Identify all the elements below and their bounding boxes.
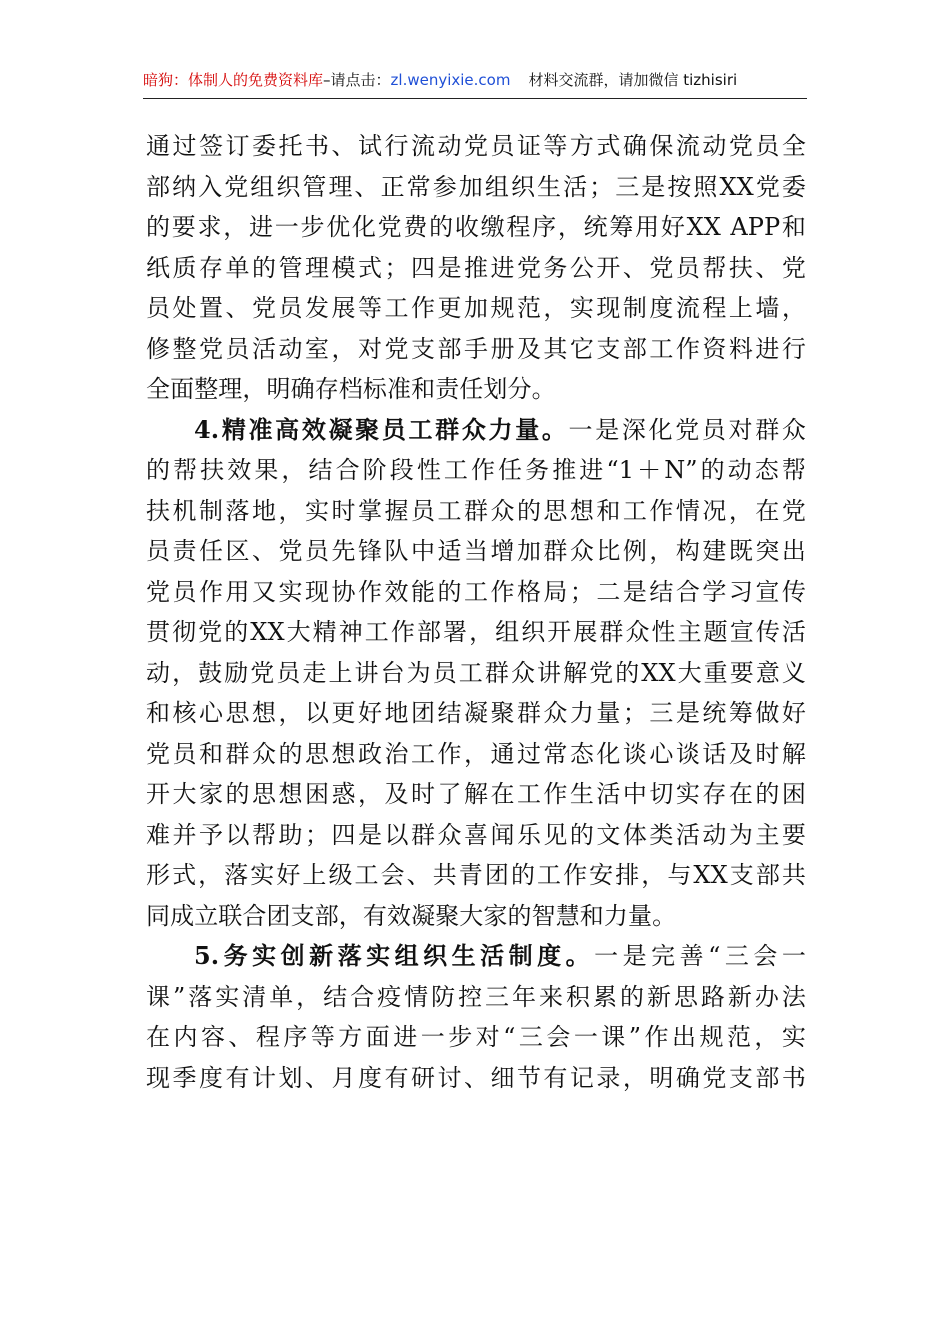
- text-line: 党员和群众的思想政治工作，通过常态化谈心谈话及时解: [146, 739, 806, 768]
- text-line: 党员作用又实现协作效能的工作格局；二是结合学习宣传: [146, 577, 806, 606]
- text-line: 纸质存单的管理模式；四是推进党务公开、党员帮扶、党: [146, 253, 806, 282]
- header-click-text: –请点击：: [323, 71, 391, 89]
- section-4-first-text: 一是深化党员对群众: [568, 415, 806, 444]
- text-line: 全面整理，明确存档标准和责任划分。: [146, 375, 556, 403]
- header-contact: 材料交流群，请加微信 tizhisiri: [528, 71, 738, 89]
- text-line: 动，鼓励党员走上讲台为员工群众讲解党的XX大重要意义: [146, 658, 806, 687]
- section-5-heading: 5.务实创新落实组织生活制度。: [194, 941, 595, 970]
- text-line: 和核心思想，以更好地团结凝聚群众力量；三是统筹做好: [146, 699, 806, 727]
- text-line: 扶机制落地，实时掌握员工群众的思想和工作情况，在党: [146, 496, 806, 525]
- section-5: [146, 936, 806, 1098]
- section-5-first-text: 一是完善“三会一: [594, 942, 806, 970]
- text-line: 难并予以帮助；四是以群众喜闻乐见的文体类活动为主要: [146, 820, 806, 849]
- text-line: 在内容、程序等方面进一步对“三会一课”作出规范，实: [146, 1023, 806, 1051]
- text-line: 同成立联合团支部，有效凝聚大家的智慧和力量。: [146, 901, 677, 930]
- section-4-first-line: [146, 410, 806, 451]
- text-line: 修整党员活动室，对党支部手册及其它支部工作资料进行: [146, 334, 806, 363]
- text-line: 的要求，进一步优化党费的收缴程序，统筹用好XX APP和: [146, 213, 806, 241]
- paragraph-continued: [146, 126, 806, 410]
- text-line: 形式，落实好上级工会、共青团的工作安排，与XX支部共: [146, 861, 806, 889]
- text-line: 员处置、党员发展等工作更加规范，实现制度流程上墙，: [146, 294, 806, 322]
- section-5-first-line: [146, 936, 806, 977]
- header-url-link[interactable]: zl.wenyixie.com: [390, 71, 511, 89]
- page-header: [143, 66, 807, 99]
- text-line: 员责任区、党员先锋队中适当增加群众比例，构建既突出: [146, 537, 806, 565]
- text-line: 通过签订委托书、试行流动党员证等方式确保流动党员全: [146, 132, 806, 160]
- document-body: [146, 126, 806, 1098]
- text-line: 贯彻党的XX大精神工作部署，组织开展群众性主题宣传活: [146, 618, 806, 646]
- text-line: 开大家的思想困惑，及时了解在工作生活中切实存在的困: [146, 780, 806, 808]
- text-line: 的帮扶效果，结合阶段性工作任务推进“1＋N”的动态帮: [146, 456, 806, 484]
- section-4-heading: 4.精准高效凝聚员工群众力量。: [194, 414, 569, 444]
- text-line: 部纳入党组织管理、正常参加组织生活；三是按照XX党委: [146, 172, 806, 201]
- text-line: 现季度有计划、月度有研讨、细节有记录，明确党支部书: [146, 1063, 806, 1092]
- header-brand: 暗狗：体制人的免费资料库: [143, 71, 324, 89]
- section-4: [146, 410, 806, 937]
- text-line: 课”落实清单，结合疫情防控三年来积累的新思路新办法: [146, 982, 806, 1011]
